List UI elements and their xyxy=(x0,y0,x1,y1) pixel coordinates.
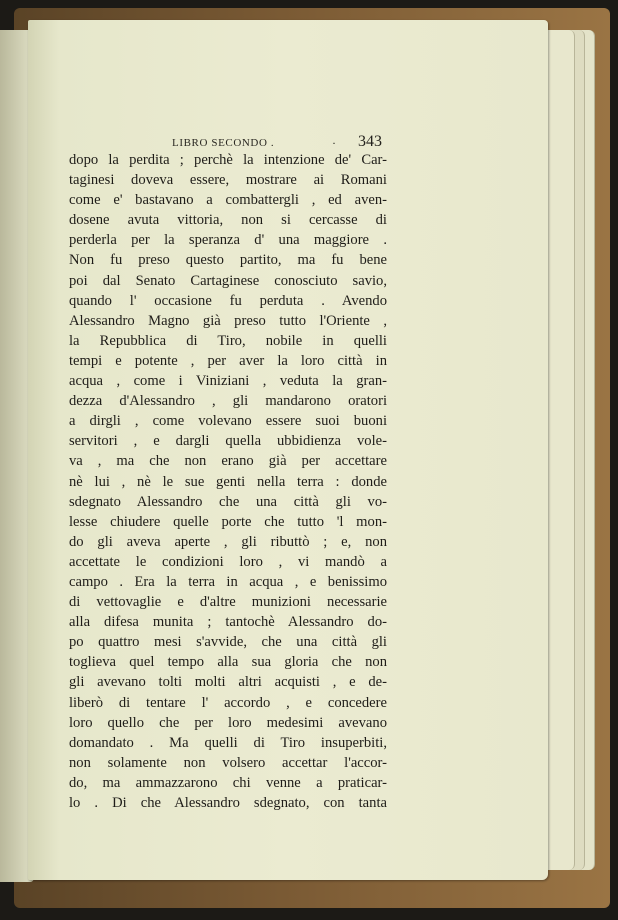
text-line: accettate le condizioni loro , vi mandò a xyxy=(69,553,387,570)
text-line: non solamente non volsero accettar l'accor- xyxy=(69,754,387,771)
page-number: 343 xyxy=(358,133,382,150)
text-line: domandato . Ma quelli di Tiro insuperbiti, xyxy=(69,734,387,751)
text-line: gli avevano tolti molti altri acquisti , e de- xyxy=(69,674,387,691)
text-line: va , ma che non erano già per accettare xyxy=(69,453,387,470)
text-line: a dirgli , come volevano essere suoi buoni xyxy=(69,413,387,430)
text-line: liberò di tentare l' accordo , e concedere xyxy=(69,694,387,711)
text-line: servitori , e dargli quella ubbidienza vole- xyxy=(69,433,387,450)
text-line: Alessandro Magno già preso tutto l'Oriente , xyxy=(69,312,387,329)
text-line: sdegnato Alessandro che una città gli vo- xyxy=(69,493,387,510)
text-line: lesse chiudere quelle porte che tutto 'l mon- xyxy=(69,513,387,530)
text-line: di vettovaglie e d'altre munizioni necessarie xyxy=(69,594,387,611)
text-line: do, ma ammazzarono chi venne a praticar- xyxy=(69,774,387,791)
text-line: acqua , come i Viniziani , veduta la gran- xyxy=(69,373,387,390)
text-line: taginesi doveva essere, mostrare ai Romani xyxy=(69,172,387,189)
text-line: perderla per la speranza d' una maggiore . xyxy=(69,232,387,249)
text-line: dopo la perdita ; perchè la intenzione de' Car- xyxy=(69,152,387,168)
text-line: campo . Era la terra in acqua , e benissimo xyxy=(69,573,387,590)
text-line: dosene avuta vittoria, non si cercasse di xyxy=(69,212,387,229)
text-line: nè lui , nè le sue genti nella terra : donde xyxy=(69,473,387,490)
running-title: LIBRO SECONDO . xyxy=(172,137,275,149)
text-line: quando l' occasione fu perduta . Avendo xyxy=(69,292,387,309)
text-line: loro quello che per loro medesimi avevano xyxy=(69,714,387,731)
text-line: toglieva quel tempo alla sua gloria che non xyxy=(69,654,387,671)
text-line: po quattro mesi s'avvide, che una città gli xyxy=(69,634,387,651)
ornament-dot: · xyxy=(332,136,336,150)
text-line: dezza d'Alessandro , gli mandarono oratori xyxy=(69,393,387,410)
body-text xyxy=(69,150,387,813)
text-line: do gli aveva aperte , gli ributtò ; e, non xyxy=(69,533,387,550)
text-line: la Repubblica di Tiro, nobile in quelli xyxy=(69,332,387,349)
text-line: come e' bastavano a combattergli , ed aven- xyxy=(69,192,387,209)
text-line: alla difesa munita ; tantochè Alessandro do- xyxy=(69,614,387,631)
text-line: tempi e potente , per aver la loro città in xyxy=(69,352,387,369)
text-line: lo . Di che Alessandro sdegnato, con tanta xyxy=(69,795,387,811)
text-line: poi dal Senato Cartaginese conosciuto savio, xyxy=(69,272,387,289)
text-line: Non fu preso questo partito, ma fu bene xyxy=(69,252,387,269)
